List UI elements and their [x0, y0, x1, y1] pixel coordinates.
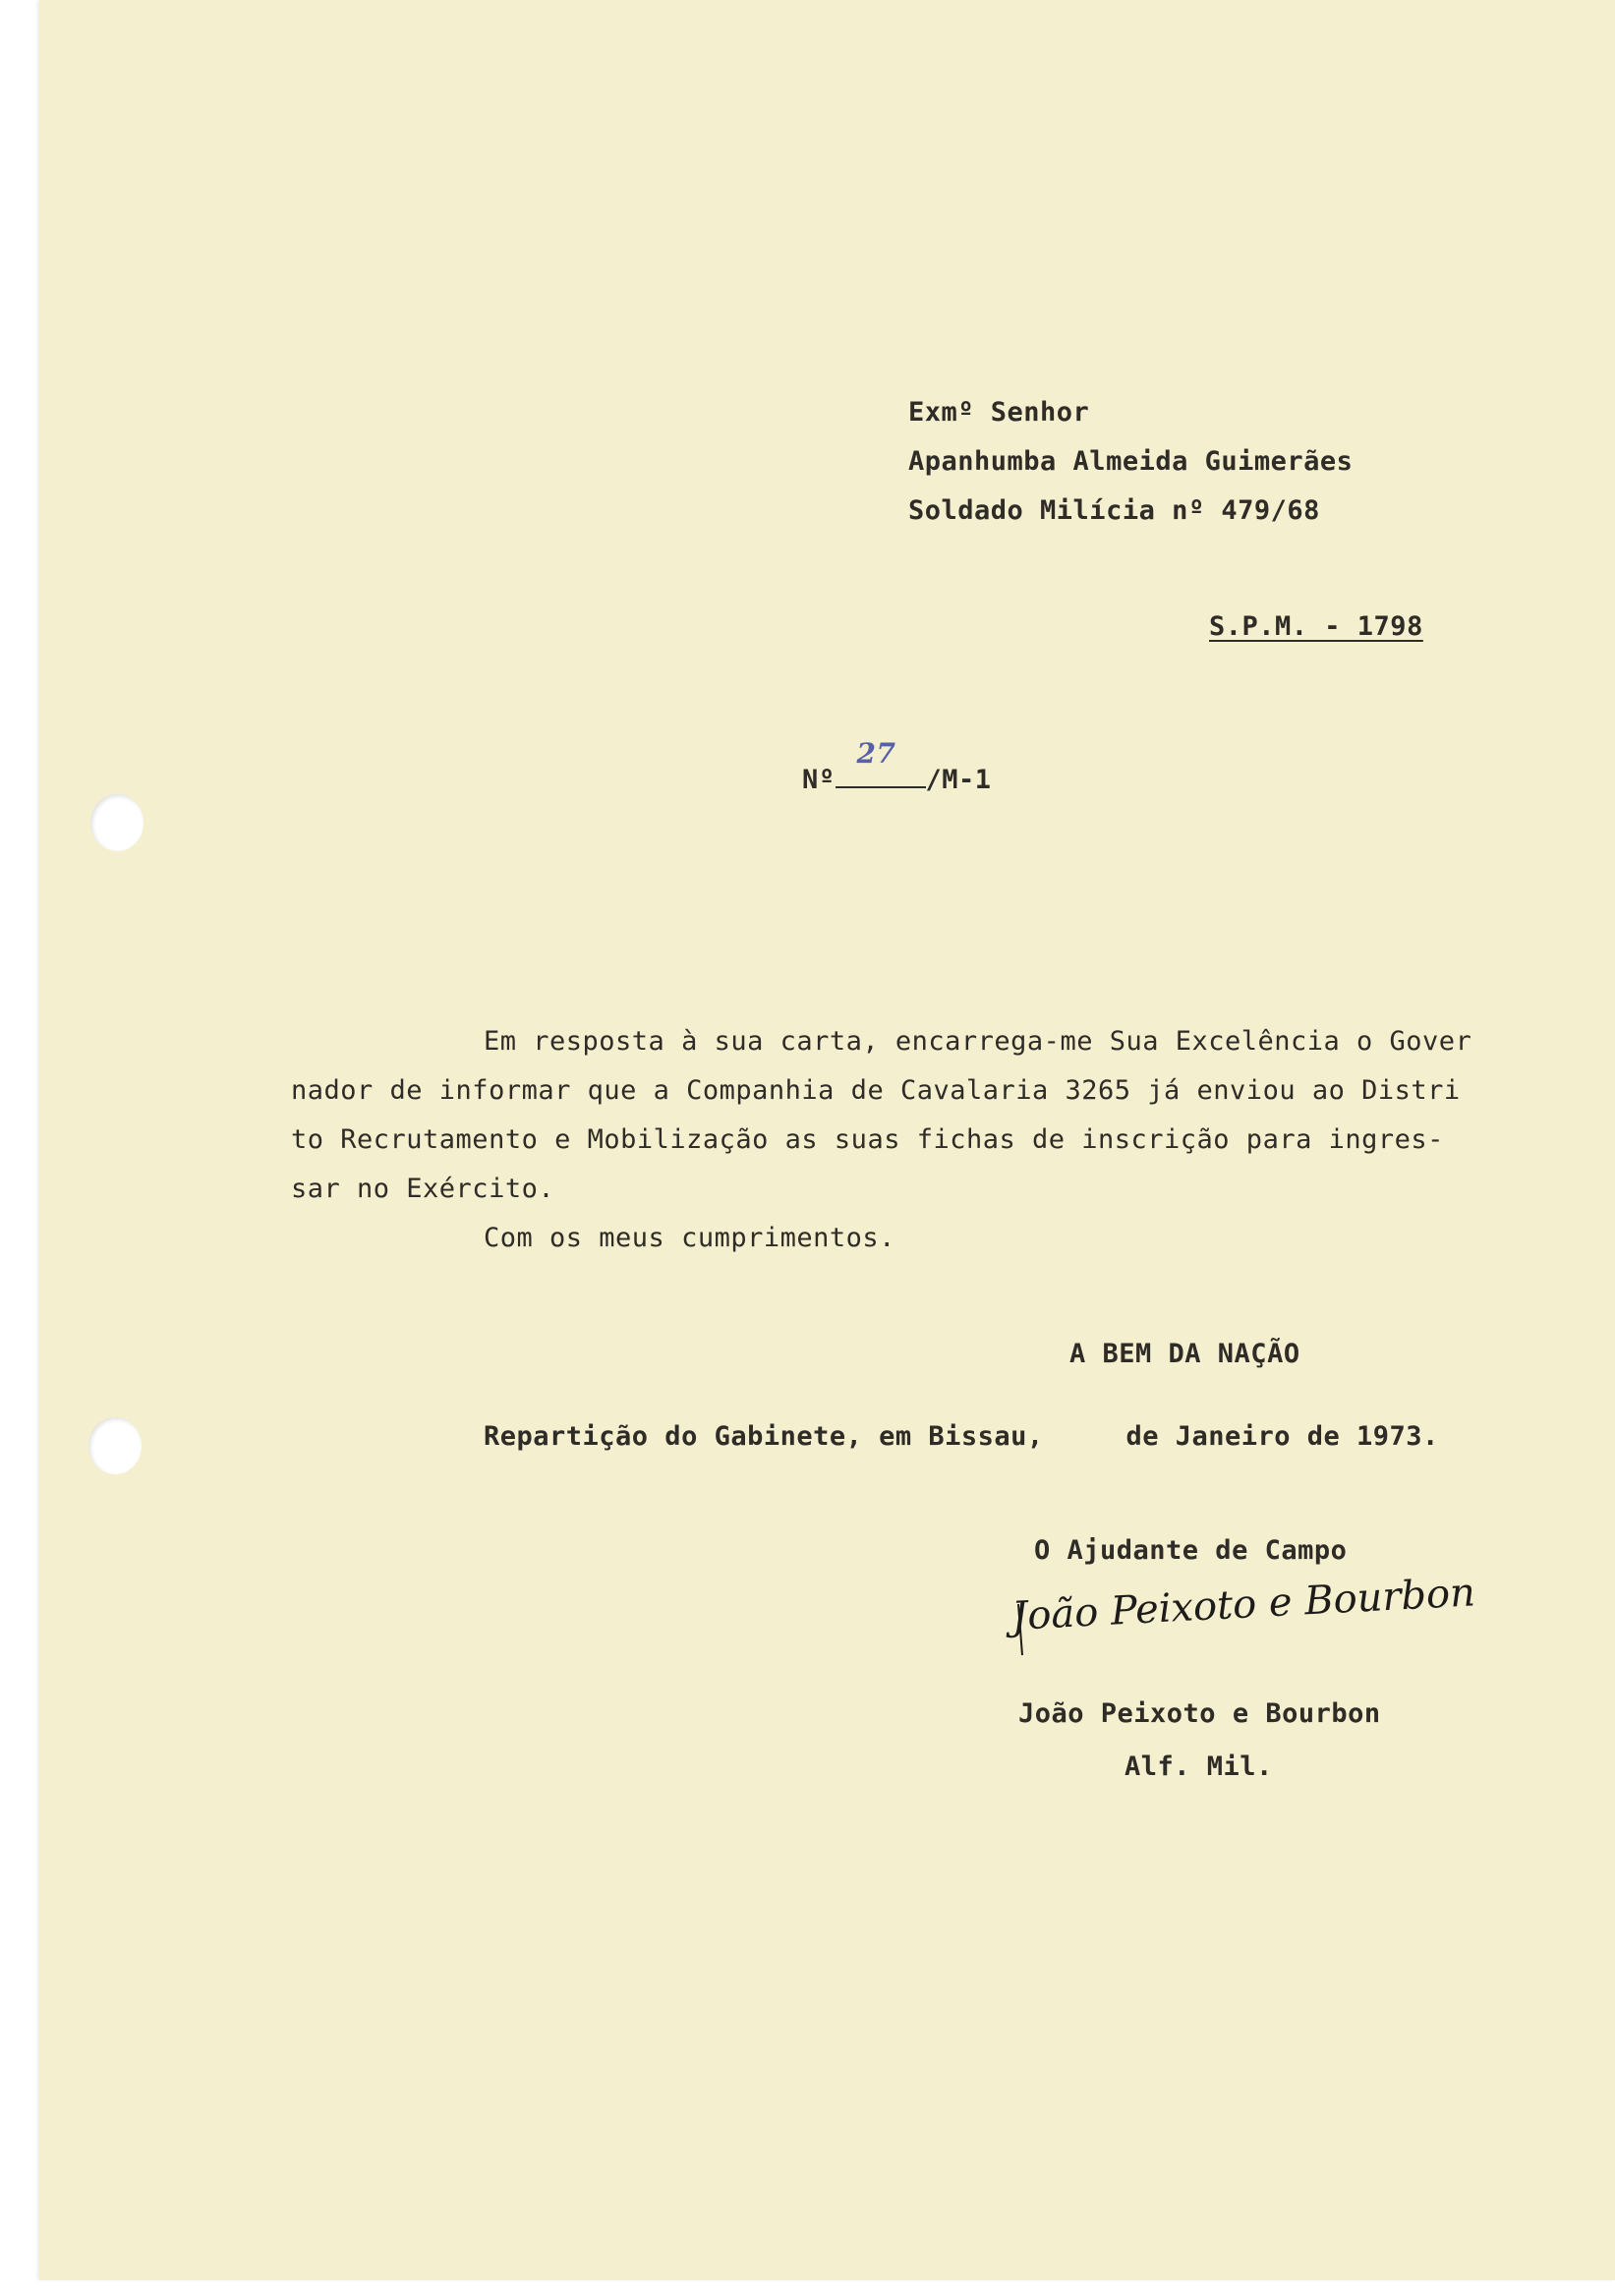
- body-line-3: to Recrutamento e Mobilização as suas fichas de inscrição para ingres-: [291, 1124, 1444, 1155]
- place-date: Repartição do Gabinete, em Bissau, de Janeiro de 1973.: [484, 1421, 1439, 1452]
- body-line-4: sar no Exército.: [291, 1174, 555, 1204]
- signatory-name: João Peixoto e Bourbon: [1018, 1698, 1381, 1729]
- addressee-salutation: Exmº Senhor: [908, 397, 1090, 428]
- signature-script: João Peixoto e Bourbon: [1010, 1570, 1476, 1639]
- signatory-rank: Alf. Mil.: [1125, 1751, 1273, 1782]
- signature-title: O Ajudante de Campo: [1034, 1535, 1348, 1566]
- doc-number-blank: [836, 737, 926, 788]
- body-line-1: Em resposta à sua carta, encarrega-me Sua Excelência o Gover: [484, 1026, 1472, 1057]
- addressee-name: Apanhumba Almeida Guimerães: [908, 446, 1354, 477]
- doc-number-prefix: Nº: [802, 765, 836, 795]
- punch-hole: [88, 1417, 142, 1474]
- reference-number: S.P.M. - 1798: [1209, 611, 1423, 642]
- addressee-rank: Soldado Milícia nº 479/68: [908, 495, 1320, 526]
- closing-line: Com os meus cumprimentos.: [484, 1223, 895, 1253]
- doc-number-handwritten: 27: [856, 737, 896, 770]
- document-number: [802, 737, 992, 795]
- punch-hole: [90, 794, 144, 851]
- body-line-2: nador de informar que a Companhia de Cavalaria 3265 já enviou ao Distri: [291, 1075, 1461, 1106]
- doc-number-suffix: /M-1: [925, 765, 992, 795]
- handwritten-signature: [1010, 1570, 1476, 1673]
- motto: A BEM DA NAÇÃO: [1069, 1339, 1300, 1369]
